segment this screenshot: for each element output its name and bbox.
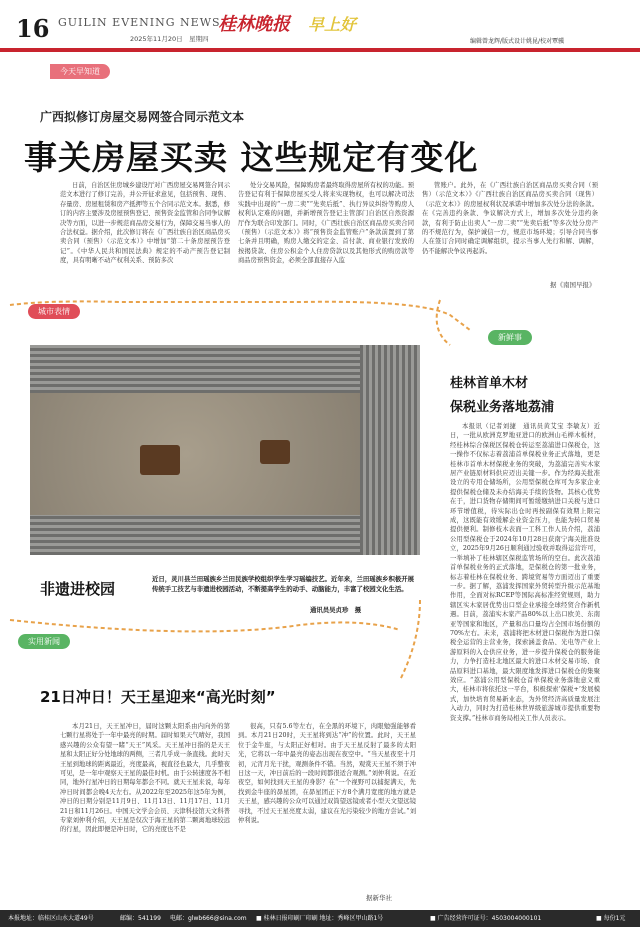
- lead-headline: 事关房屋买卖 这些规定有变化: [24, 138, 479, 177]
- footer-email: 电邮：glwb666@sina.com: [170, 915, 247, 922]
- section-tag-new: 新鲜事: [488, 330, 532, 345]
- photo-caption: 近日，灵川县兰田瑶族乡兰田民族学校组织学生学习瑶编技艺。近年来，兰田瑶族乡积极开展传统手工技艺与非遗进校园活动，不断提高学生的动手、动脑能力，丰富了校园文化生活。: [152, 575, 415, 593]
- section-name: 早上好: [308, 15, 357, 34]
- lead-credit: 据《南国早报》: [550, 281, 596, 289]
- section-tag-city: 城市表情: [28, 304, 80, 319]
- editor-credits: 编辑曾龙辉/版式设计姚昆/校对覃骥: [470, 38, 565, 45]
- lead-column-1: 日前，自治区住房城乡建设厅对广西房屋交易网签合同示范文本进行了修订完善，并公开征求意见，包括预售、现售、存量房、房屋租赁和房产抵押等五个合同示范文本。据悉，修订的内容主要涉及房屋预售登记、预售资金监管和合同争议解决等方面，以进一步规范商品房交易行为，保障交易当事人的合法权益。据介绍，此次修订将在《广西壮族自治区商品房买卖合同（预售）（示范文本）》中增加“第二十条房屋预告登记”。《中华人民共和国民法典》规定的不动产预告登记制度，具有明晰不动产权利关系、预防多次: [60, 182, 230, 265]
- wood-body: 本报讯（记者刘捷 通讯员黄艾宝 李敏友）近日，一批从欧洲克罗地亚进口的欧洲山毛榉木板材，经桂林综合保税区保税仓转运至荔浦进口保税仓，这一操作不仅标志着荔浦首单保税业务正式落地，更是桂林市首单木材保税业务的突破，为荔浦完善实木家居产业链原材料供应迈出关键一步。作为经海关批准设立的专用仓储场所，公用型保税仓库可为多家企业提供保税仓储及未办结海关手续的货物。其核心优势在于，进口货物存储期间可暂缓缴纳进口关税与进口环节增值税，待实际出仓时再按副保有效期上限完成，这既能有效缓解企业资金压力，也能为转口贸易提供便利。制修枝木表面一工科工作人员介绍，荔浦公用型保税仓于2024年10月28日获南宁海关批准设立，2025年9月26日顺利通过验收并取得运营许可，一举填补了桂林辖区保税监管场所的空白。此次荔浦首单保税业务的正式落地，是保税仓的第一批业务，标志着桂林在保税业务、跨境贸易等方面迈出了重要一步。据了解，荔浦发挥国家外贸转型升级示范基地作用，全面对标RCEP等国际高标准经贸规则，助力辖区实木家居优势出口型企业承接全球经贸合作新机遇。目前，荔浦实木家产品80%以上出口欧美、东南亚等国家和地区，产量和出口量均占全国市场份额的70%左右。未来，荔浦将把木材进口保税作为进口保税全运营的主营业务，探索涵盖食品、光电等产业上游原料的入仓供应业务，进一步提升保税仓的服务能力，力争打造桂北地区最大的进口木材交易市场、食品原料进口基地，最大限度地发挥进口保税仓的集聚效应。“荔浦公用型保税仓首单保税业务落地意义重大，桂林市将依托这一平台，积极探索‘保税+’发展模式，加快培育贸易新业态，为外贸经济高质量发展注入动力，同时为打造桂林世界级旅游城市提供重要物资支撑。”桂林市商务局相关工作人员表示。: [450, 423, 600, 722]
- paper-name-cn: 桂林晚报: [218, 14, 290, 35]
- section-tag-practical: 实用新闻: [18, 634, 70, 649]
- page-number: 16: [16, 14, 50, 43]
- wood-title-line-2: 保税业务落地荔浦: [450, 400, 555, 415]
- saturn-column-2: 很高，只有5.6等左右，在全黑的环境下，肉眼勉强能够看到。本月21日20时，天王星将到达“冲”的位置。此时，天王星位于金牛座，与太阳正好相对。由于天王星反射了最多的太阳光，它将以一年中最亮的姿态出现在夜空中。“当天星夜至十月初，元宵月光干扰，观测条件不错。当然，观赏天王星不须于冲日这一天，冲日前后的一段时间都很适合观测。”刘仲利说。在近夜空，如何找到天王星的身影？在“一个视野可以捕捉满天，先找到金牛座的昴星团，在昴星团正下方8个满月宽度的地方就是天王星，感兴趣的公众可以通过双筒望远镜或者小型天文望远镜寻找，不过天王星亮度太弱，建议在光污染较少的地方尝试。”刘仲利说。: [238, 723, 416, 825]
- page-footer: [0, 910, 640, 927]
- paper-name-en: GUILIN EVENING NEWS: [58, 16, 221, 29]
- school-photo: [30, 345, 420, 555]
- photo-table: [140, 445, 180, 475]
- photo-credit: 通讯员吴贞珍 摄: [310, 606, 362, 614]
- saturn-credit: 据新华社: [366, 894, 392, 902]
- lead-column-2: 处分交易风险，保障购房者最终取得房屋所有权的功能。预告登记有利于保障房屋买受人将来实现物权，也可以解决司法实践中出现的“一房二卖”“先卖后抵”、执行异议纠纷等购房人权利认定难的问题，并新增预告登记主管部门自治区自然资源厅作为联合印发部门。同时，《广西壮族自治区商品房买卖合同（预售）（示范文本）》将“预售资金监管账户”条款前置到了第七条并且明确，购房人缴交的定金、首付款、商业银行发放的按揭贷款、住房公积金个人住房贷款以及其他形式的购房款等商品房预售资金，必须全部直接存入监: [238, 182, 414, 265]
- photo-table-2: [260, 440, 290, 464]
- footer-license: ■ 广告经营许可证号：4503004000101: [430, 915, 542, 922]
- footer-address: 本报地址：临桂区山水大道49号: [8, 915, 94, 922]
- saturn-column-1: 本月21日，天王星冲日，届时这颗太阳系由内向外的第七颗行星将处于一年中最亮的时期。届时如果天气晴好，我国感兴趣的公众有望一睹“天王”风采。天王星冲日指的是天王星和太阳正好分处地球的两侧，三者几乎成一条直线。此时天王星到地球的距离最近，亮度最高，视直径也最大，几乎整夜可见，是一年中观察天王星的最佳时机。由于公转速度各不相同，地外行星冲日的日期每年都会不同。就天王星来说，每年冲日时间都会晚4天左右。从2022年至2025年这5年为例，冲日的日期分别是11月9日、11月13日、11月17日、11月21日和11月26日。中国天文学会会员、天津科技馆天文科普专家刘仲利介绍，天王星是仅次于海王星的第二颗离地球较远的行星，因此即便是冲日时，它的亮度也不是: [60, 723, 230, 834]
- saturn-headline: 21日冲日！天王星迎来“高光时刻”: [40, 688, 276, 706]
- lead-kicker: 广西拟修订房屋交易网签合同示范文本: [40, 110, 245, 124]
- footer-printer: ■ 桂林日报印刷厂印刷 地址：秀峰区甲山路1号: [256, 915, 384, 922]
- issue-date: 2025年11月20日 星期四: [130, 35, 209, 43]
- wood-title-line-1: 桂林首单木材: [450, 376, 529, 391]
- photo-story-title: 非遗进校园: [40, 580, 116, 598]
- footer-postcode: 邮编：541199: [120, 915, 161, 922]
- lead-column-3: 管账户。此外，在《广西壮族自治区商品房买卖合同（预售）（示范文本）》《广西壮族自治区商品房买卖合同（现售）（示范文本）》的房屋权利状况承诺中增加多次处分法的条款。在《完善违约条款、争议解决方式上，增加多次处分违约条款，有利于防止出卖人“一房二卖”“先卖后抵”等多次处分房产的不规范行为，保护诚信一方，规范市场环境；引导合同当事人在签订合同时确定调解组织，提示当事人先行和解、调解，仍不能解决争议再起诉。: [422, 182, 598, 255]
- photo-roof-right: [360, 345, 420, 555]
- footer-price: ■ 每份1元: [596, 915, 626, 922]
- section-tag-today: 今天早知道: [50, 64, 110, 79]
